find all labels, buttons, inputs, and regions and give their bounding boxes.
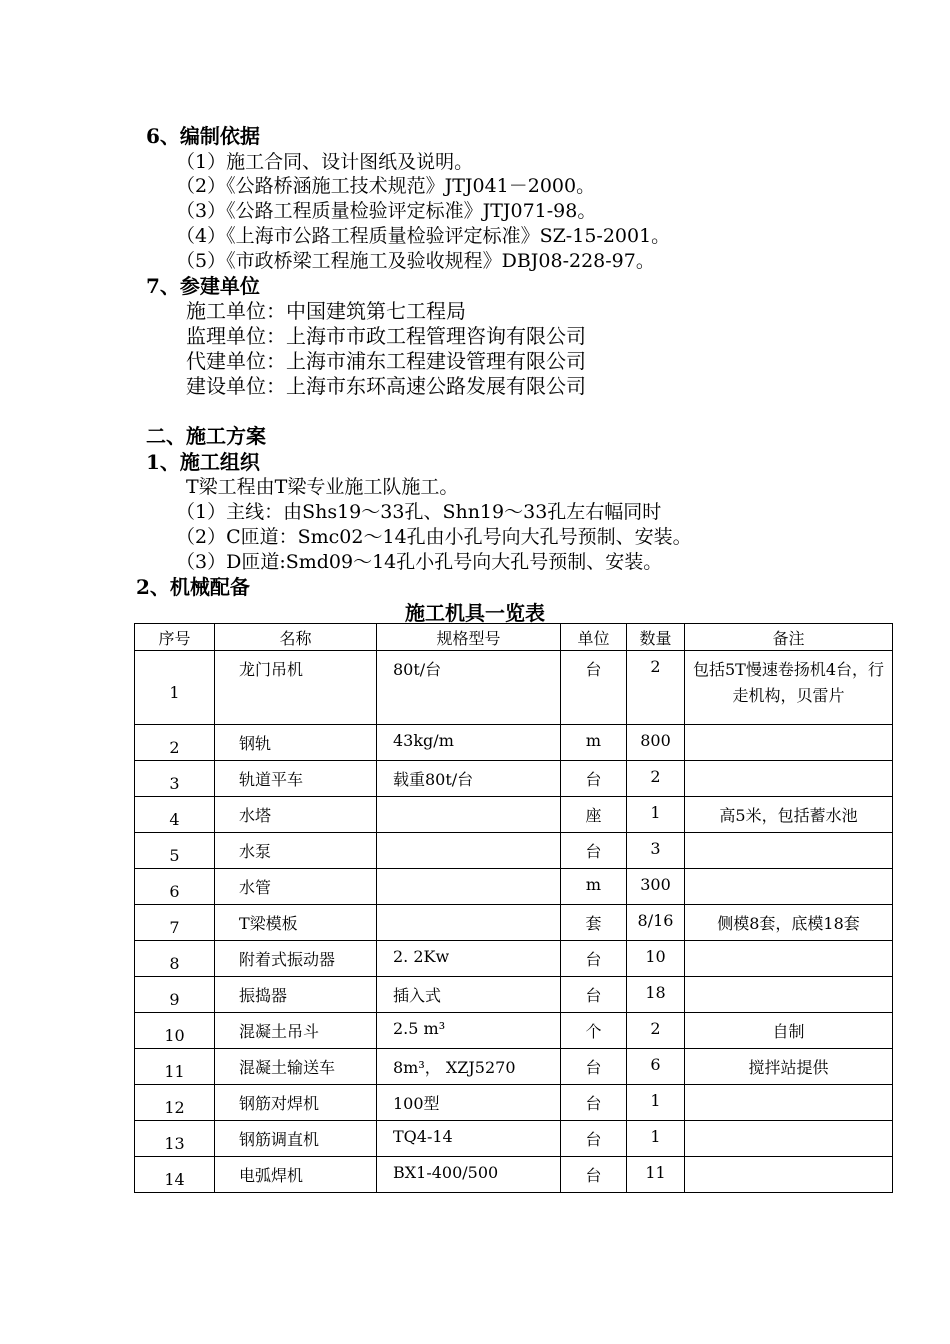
table-row	[135, 1049, 893, 1085]
equipment-table	[134, 623, 893, 1193]
cell-spec: 43kg/m	[377, 725, 561, 761]
table-row	[135, 977, 893, 1013]
org-item: （2）C匝道：Smc02～14孔由小孔号向大孔号预制、安装。	[176, 526, 692, 548]
cell-unit: 台	[561, 1085, 627, 1121]
cell-index: 13	[135, 1121, 215, 1157]
cell-name: T梁模板	[215, 905, 377, 941]
cell-remark	[685, 761, 893, 797]
basis-item: （1）施工合同、设计图纸及说明。	[176, 151, 474, 173]
cell-index: 8	[135, 941, 215, 977]
cell-remark: 高5米，包括蓄水池	[685, 797, 893, 833]
cell-unit: 台	[561, 833, 627, 869]
cell-name: 钢筋对焊机	[215, 1085, 377, 1121]
cell-spec	[377, 833, 561, 869]
table-row	[135, 651, 893, 725]
cell-spec: 2.5 m³	[377, 1013, 561, 1049]
subsection-2-heading: 2、机械配备	[136, 575, 250, 599]
header-cell: 序号	[135, 624, 215, 651]
cell-spec: 插入式	[377, 977, 561, 1013]
cell-name: 钢筋调直机	[215, 1121, 377, 1157]
cell-name: 水塔	[215, 797, 377, 833]
unit-item: 建设单位：上海市东环高速公路发展有限公司	[186, 374, 586, 398]
cell-spec: 2. 2Kw	[377, 941, 561, 977]
cell-spec: BX1-400/500	[377, 1157, 561, 1193]
cell-quantity: 1	[627, 797, 685, 833]
cell-unit: 台	[561, 651, 627, 725]
cell-name: 振捣器	[215, 977, 377, 1013]
cell-unit: 台	[561, 1157, 627, 1193]
cell-index: 3	[135, 761, 215, 797]
cell-remark	[685, 1121, 893, 1157]
cell-unit: 套	[561, 905, 627, 941]
cell-remark	[685, 1157, 893, 1193]
org-item: （3）D匝道:Smd09～14孔小孔号向大孔号预制、安装。	[176, 551, 663, 573]
cell-name: 水管	[215, 869, 377, 905]
cell-spec: TQ4-14	[377, 1121, 561, 1157]
cell-spec: 8m³， XZJ5270	[377, 1049, 561, 1085]
cell-quantity: 3	[627, 833, 685, 869]
table-row	[135, 1121, 893, 1157]
cell-remark	[685, 977, 893, 1013]
cell-remark: 侧模8套，底模18套	[685, 905, 893, 941]
basis-item: （2）《公路桥涵施工技术规范》JTJ041－2000。	[176, 175, 596, 197]
cell-index: 1	[135, 651, 215, 725]
cell-quantity: 2	[627, 1013, 685, 1049]
cell-quantity: 800	[627, 725, 685, 761]
table-row	[135, 869, 893, 905]
basis-item: （3）《公路工程质量检验评定标准》JTJ071-98。	[176, 200, 597, 222]
cell-quantity: 8/16	[627, 905, 685, 941]
basis-item: （5）《市政桥梁工程施工及验收规程》DBJ08-228-97。	[176, 250, 655, 272]
table-row	[135, 725, 893, 761]
cell-unit: 台	[561, 761, 627, 797]
header-cell: 单位	[561, 624, 627, 651]
cell-remark	[685, 833, 893, 869]
cell-spec	[377, 797, 561, 833]
header-cell: 备注	[685, 624, 893, 651]
cell-quantity: 2	[627, 651, 685, 725]
cell-unit: 座	[561, 797, 627, 833]
table-row	[135, 905, 893, 941]
cell-index: 14	[135, 1157, 215, 1193]
cell-index: 6	[135, 869, 215, 905]
cell-index: 11	[135, 1049, 215, 1085]
subsection-1-heading: 1、施工组织	[146, 450, 260, 474]
cell-quantity: 1	[627, 1121, 685, 1157]
cell-name: 轨道平车	[215, 761, 377, 797]
cell-remark	[685, 869, 893, 905]
table-row	[135, 761, 893, 797]
cell-index: 4	[135, 797, 215, 833]
cell-quantity: 300	[627, 869, 685, 905]
header-cell: 规格型号	[377, 624, 561, 651]
cell-index: 2	[135, 725, 215, 761]
cell-name: 附着式振动器	[215, 941, 377, 977]
cell-spec: 载重80t/台	[377, 761, 561, 797]
cell-unit: 台	[561, 1121, 627, 1157]
cell-spec: 80t/台	[377, 651, 561, 725]
cell-index: 7	[135, 905, 215, 941]
cell-index: 12	[135, 1085, 215, 1121]
part-2-heading: 二、施工方案	[146, 424, 266, 448]
cell-unit: 台	[561, 1049, 627, 1085]
cell-unit: 台	[561, 977, 627, 1013]
cell-name: 水泵	[215, 833, 377, 869]
cell-remark	[685, 1085, 893, 1121]
section-6-heading: 6、编制依据	[146, 124, 260, 148]
cell-index: 9	[135, 977, 215, 1013]
table-title: 施工机具一览表	[405, 601, 545, 625]
cell-quantity: 11	[627, 1157, 685, 1193]
cell-name: 龙门吊机	[215, 651, 377, 725]
cell-spec	[377, 905, 561, 941]
table-row	[135, 797, 893, 833]
table-row	[135, 941, 893, 977]
cell-quantity: 18	[627, 977, 685, 1013]
cell-name: 混凝土输送车	[215, 1049, 377, 1085]
cell-remark	[685, 941, 893, 977]
cell-unit: m	[561, 869, 627, 905]
cell-name: 混凝土吊斗	[215, 1013, 377, 1049]
table-row	[135, 1085, 893, 1121]
cell-remark	[685, 725, 893, 761]
cell-unit: m	[561, 725, 627, 761]
cell-name: 钢轨	[215, 725, 377, 761]
org-item: T梁工程由T梁专业施工队施工。	[186, 476, 459, 498]
cell-remark: 搅拌站提供	[685, 1049, 893, 1085]
cell-unit: 个	[561, 1013, 627, 1049]
unit-item: 代建单位：上海市浦东工程建设管理有限公司	[186, 349, 586, 373]
table-row	[135, 1013, 893, 1049]
cell-index: 5	[135, 833, 215, 869]
section-7-heading: 7、参建单位	[146, 274, 260, 298]
org-item: （1）主线：由Shs19～33孔、Shn19～33孔左右幅同时	[176, 501, 662, 523]
cell-spec	[377, 869, 561, 905]
cell-quantity: 2	[627, 761, 685, 797]
unit-item: 监理单位：上海市市政工程管理咨询有限公司	[186, 324, 586, 348]
cell-unit: 台	[561, 941, 627, 977]
cell-remark: 自制	[685, 1013, 893, 1049]
unit-item: 施工单位：中国建筑第七工程局	[186, 299, 466, 323]
table-row	[135, 1157, 893, 1193]
cell-remark: 包括5T慢速卷扬机4台，行走机构，贝雷片	[685, 651, 893, 725]
cell-name: 电弧焊机	[215, 1157, 377, 1193]
cell-quantity: 1	[627, 1085, 685, 1121]
basis-item: （4）《上海市公路工程质量检验评定标准》SZ-15-2001。	[176, 225, 671, 247]
cell-quantity: 6	[627, 1049, 685, 1085]
cell-index: 10	[135, 1013, 215, 1049]
cell-spec: 100型	[377, 1085, 561, 1121]
table-header-row	[135, 624, 893, 651]
cell-quantity: 10	[627, 941, 685, 977]
table-row	[135, 833, 893, 869]
header-cell: 数量	[627, 624, 685, 651]
header-cell: 名称	[215, 624, 377, 651]
